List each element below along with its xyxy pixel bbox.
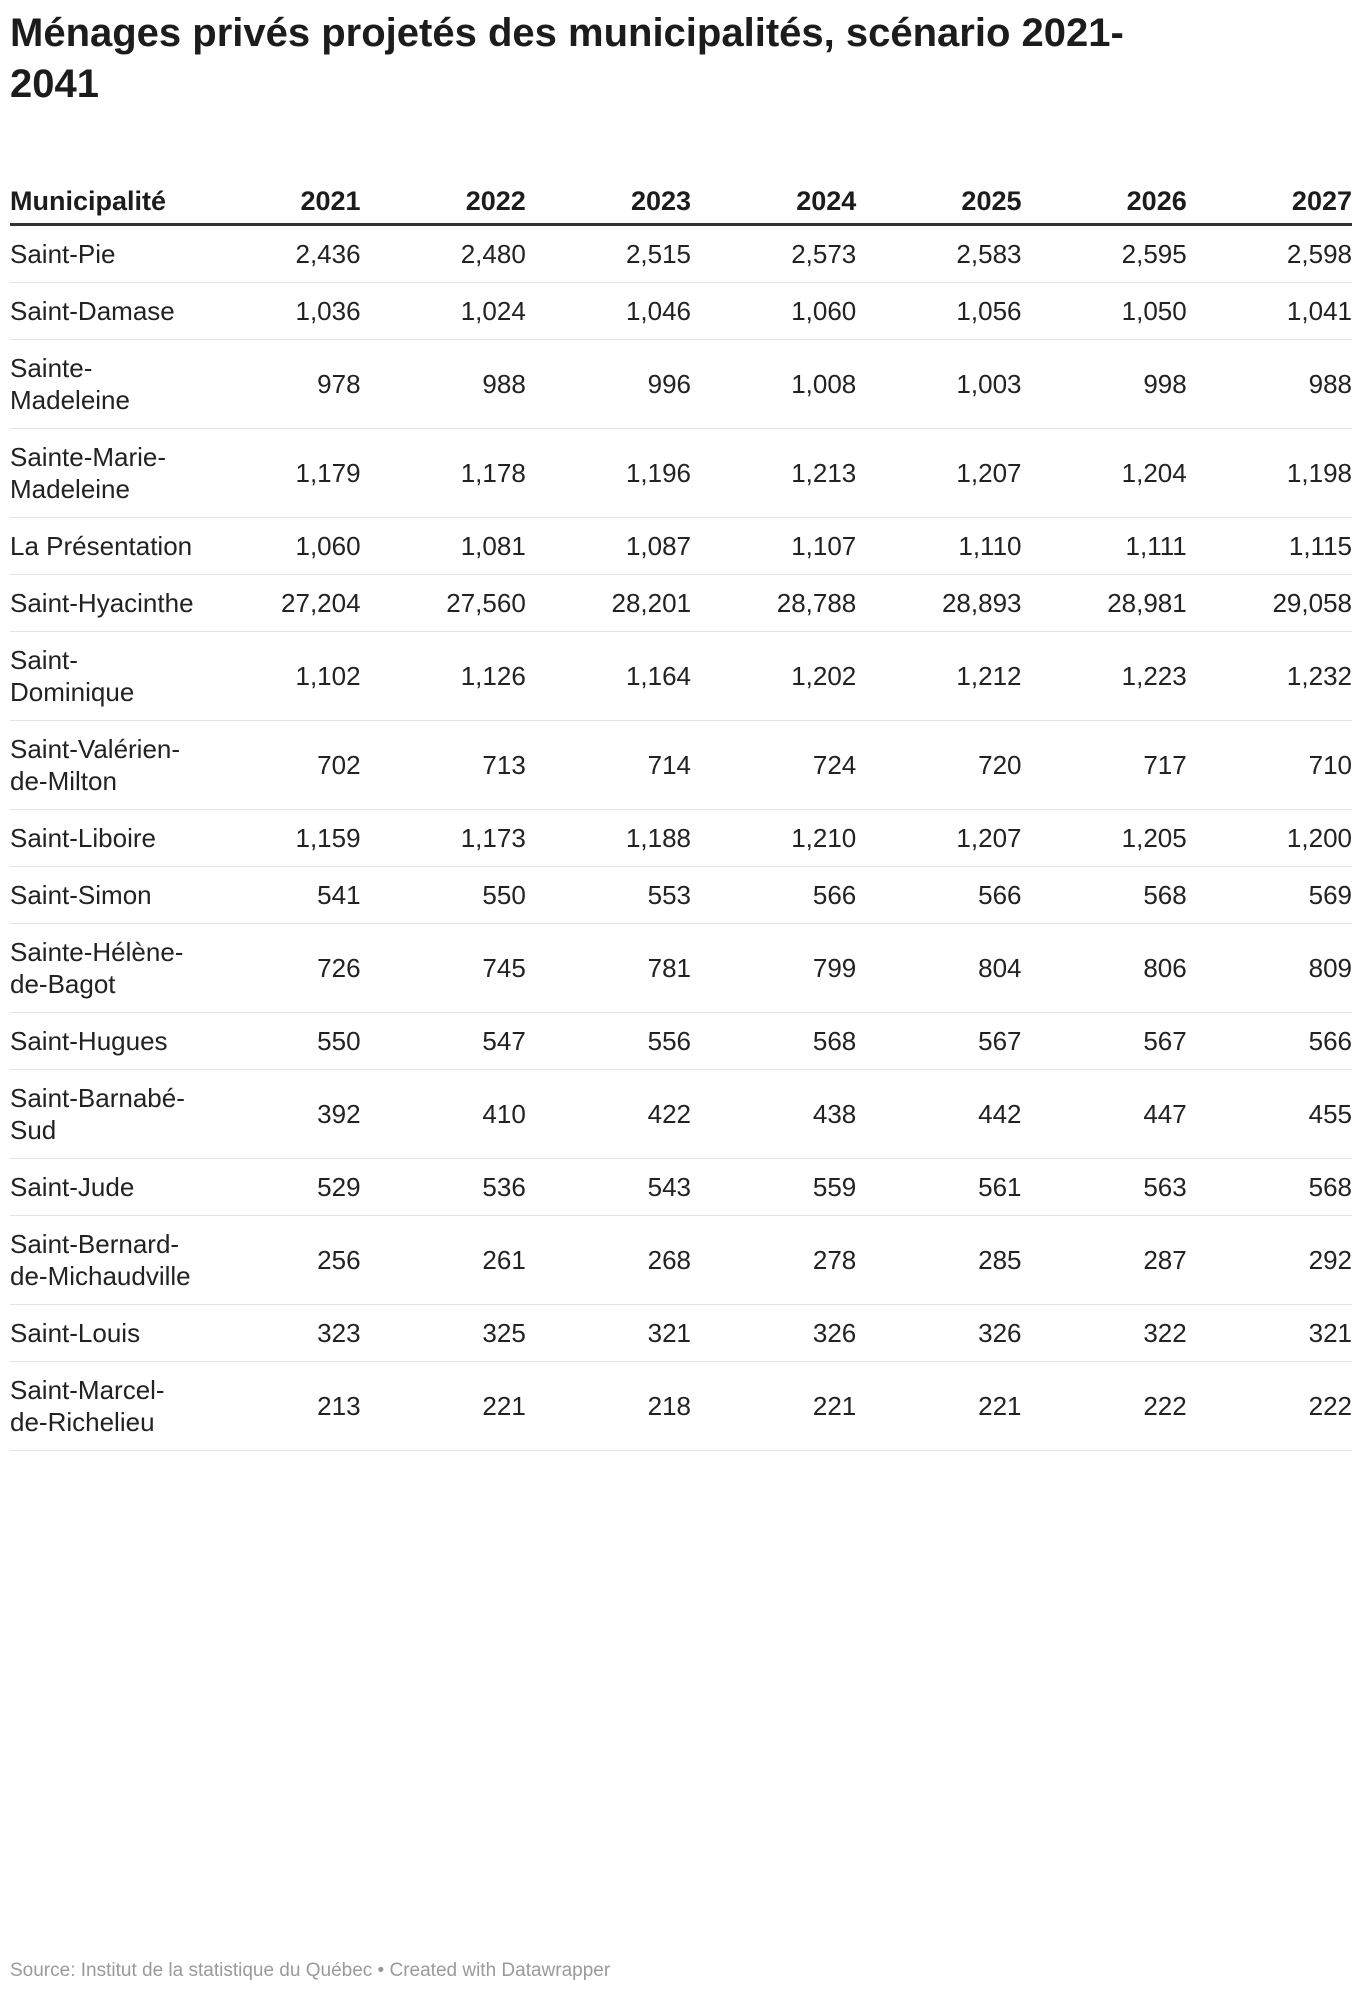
value-cell-2027: 566: [1187, 1013, 1352, 1070]
municipality-name-cell: Saint-Dominique: [10, 632, 195, 721]
value-cell-2025: 804: [856, 924, 1021, 1013]
table-row: [10, 810, 1352, 867]
value-cell-2022: 1,126: [361, 632, 526, 721]
value-cell-2024: 1,213: [691, 429, 856, 518]
value-cell-2027: 569: [1187, 867, 1352, 924]
value-cell-2026: 1,205: [1022, 810, 1187, 867]
municipality-name-cell: Saint-Simon: [10, 867, 195, 924]
value-cell-2025: 566: [856, 867, 1021, 924]
value-cell-2023: 556: [526, 1013, 691, 1070]
value-cell-2026: 322: [1022, 1305, 1187, 1362]
table-row: [10, 1070, 1352, 1159]
value-cell-2022: 261: [361, 1216, 526, 1305]
value-cell-2026: 998: [1022, 340, 1187, 429]
value-cell-2022: 547: [361, 1013, 526, 1070]
table-row: [10, 632, 1352, 721]
value-cell-2021: 1,036: [195, 283, 360, 340]
column-header-municipalite: Municipalité: [10, 150, 195, 225]
value-cell-2021: 702: [195, 721, 360, 810]
value-cell-2025: 442: [856, 1070, 1021, 1159]
value-cell-2027: 988: [1187, 340, 1352, 429]
value-cell-2027: 292: [1187, 1216, 1352, 1305]
value-cell-2023: 553: [526, 867, 691, 924]
value-cell-2024: 568: [691, 1013, 856, 1070]
value-cell-2026: 1,050: [1022, 283, 1187, 340]
value-cell-2021: 2,436: [195, 225, 360, 283]
value-cell-2022: 1,178: [361, 429, 526, 518]
value-cell-2021: 213: [195, 1362, 360, 1451]
table-body: [10, 225, 1352, 1451]
value-cell-2027: 455: [1187, 1070, 1352, 1159]
table-row: [10, 924, 1352, 1013]
value-cell-2025: 561: [856, 1159, 1021, 1216]
table-row: [10, 1159, 1352, 1216]
value-cell-2025: 567: [856, 1013, 1021, 1070]
column-header-2024: 2024: [691, 150, 856, 225]
municipality-name-cell: Saint-Damase: [10, 283, 195, 340]
value-cell-2023: 543: [526, 1159, 691, 1216]
municipality-name-cell: Saint-Marcel-de-Richelieu: [10, 1362, 195, 1451]
value-cell-2023: 1,196: [526, 429, 691, 518]
municipality-name-cell: Saint-Louis: [10, 1305, 195, 1362]
value-cell-2027: 1,198: [1187, 429, 1352, 518]
value-cell-2026: 563: [1022, 1159, 1187, 1216]
value-cell-2026: 287: [1022, 1216, 1187, 1305]
value-cell-2021: 323: [195, 1305, 360, 1362]
value-cell-2021: 1,060: [195, 518, 360, 575]
municipality-name-cell: Saint-Hugues: [10, 1013, 195, 1070]
value-cell-2022: 988: [361, 340, 526, 429]
value-cell-2025: 720: [856, 721, 1021, 810]
value-cell-2021: 1,179: [195, 429, 360, 518]
value-cell-2027: 568: [1187, 1159, 1352, 1216]
value-cell-2024: 2,573: [691, 225, 856, 283]
value-cell-2023: 1,164: [526, 632, 691, 721]
value-cell-2023: 321: [526, 1305, 691, 1362]
value-cell-2027: 2,598: [1187, 225, 1352, 283]
value-cell-2025: 1,110: [856, 518, 1021, 575]
table-row: [10, 1362, 1352, 1451]
value-cell-2024: 221: [691, 1362, 856, 1451]
value-cell-2024: 28,788: [691, 575, 856, 632]
value-cell-2022: 325: [361, 1305, 526, 1362]
value-cell-2026: 806: [1022, 924, 1187, 1013]
municipality-name-cell: Saint-Bernard-de-Michaudville: [10, 1216, 195, 1305]
value-cell-2023: 218: [526, 1362, 691, 1451]
value-cell-2022: 2,480: [361, 225, 526, 283]
value-cell-2026: 28,981: [1022, 575, 1187, 632]
value-cell-2024: 724: [691, 721, 856, 810]
data-table-viewport[interactable]: [0, 150, 1352, 1910]
value-cell-2022: 221: [361, 1362, 526, 1451]
table-row: [10, 1216, 1352, 1305]
column-header-2022: 2022: [361, 150, 526, 225]
value-cell-2021: 541: [195, 867, 360, 924]
value-cell-2025: 2,583: [856, 225, 1021, 283]
value-cell-2024: 1,060: [691, 283, 856, 340]
value-cell-2026: 717: [1022, 721, 1187, 810]
value-cell-2024: 326: [691, 1305, 856, 1362]
table-row: [10, 518, 1352, 575]
value-cell-2027: 809: [1187, 924, 1352, 1013]
value-cell-2021: 1,159: [195, 810, 360, 867]
table-row: [10, 283, 1352, 340]
value-cell-2022: 1,173: [361, 810, 526, 867]
value-cell-2025: 285: [856, 1216, 1021, 1305]
value-cell-2024: 278: [691, 1216, 856, 1305]
value-cell-2021: 27,204: [195, 575, 360, 632]
value-cell-2022: 713: [361, 721, 526, 810]
municipality-name-cell: Saint-Valérien-de-Milton: [10, 721, 195, 810]
value-cell-2023: 781: [526, 924, 691, 1013]
municipality-name-cell: Saint-Hyacinthe: [10, 575, 195, 632]
value-cell-2024: 799: [691, 924, 856, 1013]
table-header-row: [10, 150, 1352, 225]
source-note: Source: Institut de la statistique du Québec • Created with Datawrapper: [10, 1960, 611, 1981]
table-row: [10, 1013, 1352, 1070]
table-row: [10, 429, 1352, 518]
value-cell-2022: 745: [361, 924, 526, 1013]
value-cell-2021: 550: [195, 1013, 360, 1070]
value-cell-2025: 28,893: [856, 575, 1021, 632]
municipality-name-cell: Saint-Barnabé-Sud: [10, 1070, 195, 1159]
value-cell-2021: 256: [195, 1216, 360, 1305]
value-cell-2023: 996: [526, 340, 691, 429]
value-cell-2026: 1,204: [1022, 429, 1187, 518]
value-cell-2022: 536: [361, 1159, 526, 1216]
municipality-name-cell: Saint-Jude: [10, 1159, 195, 1216]
column-header-2026: 2026: [1022, 150, 1187, 225]
value-cell-2025: 1,207: [856, 429, 1021, 518]
value-cell-2027: 1,041: [1187, 283, 1352, 340]
column-header-2027: 2027: [1187, 150, 1352, 225]
value-cell-2023: 1,046: [526, 283, 691, 340]
value-cell-2023: 1,087: [526, 518, 691, 575]
value-cell-2024: 438: [691, 1070, 856, 1159]
municipality-name-cell: Sainte-Madeleine: [10, 340, 195, 429]
value-cell-2022: 1,024: [361, 283, 526, 340]
value-cell-2023: 28,201: [526, 575, 691, 632]
value-cell-2024: 566: [691, 867, 856, 924]
value-cell-2027: 29,058: [1187, 575, 1352, 632]
value-cell-2023: 268: [526, 1216, 691, 1305]
value-cell-2025: 326: [856, 1305, 1021, 1362]
value-cell-2027: 321: [1187, 1305, 1352, 1362]
column-header-2025: 2025: [856, 150, 1021, 225]
value-cell-2024: 1,008: [691, 340, 856, 429]
value-cell-2027: 1,232: [1187, 632, 1352, 721]
table-row: [10, 225, 1352, 283]
municipality-name-cell: La Présentation: [10, 518, 195, 575]
municipality-name-cell: Sainte-Hélène-de-Bagot: [10, 924, 195, 1013]
value-cell-2022: 410: [361, 1070, 526, 1159]
value-cell-2025: 1,212: [856, 632, 1021, 721]
table-row: [10, 721, 1352, 810]
value-cell-2025: 1,056: [856, 283, 1021, 340]
value-cell-2023: 422: [526, 1070, 691, 1159]
value-cell-2024: 1,107: [691, 518, 856, 575]
value-cell-2027: 710: [1187, 721, 1352, 810]
value-cell-2026: 447: [1022, 1070, 1187, 1159]
value-cell-2023: 2,515: [526, 225, 691, 283]
value-cell-2021: 529: [195, 1159, 360, 1216]
value-cell-2022: 550: [361, 867, 526, 924]
value-cell-2022: 27,560: [361, 575, 526, 632]
data-table: [10, 150, 1352, 1451]
municipality-name-cell: Sainte-Marie-Madeleine: [10, 429, 195, 518]
value-cell-2024: 1,202: [691, 632, 856, 721]
table-row: [10, 340, 1352, 429]
value-cell-2026: 568: [1022, 867, 1187, 924]
value-cell-2022: 1,081: [361, 518, 526, 575]
municipality-name-cell: Saint-Liboire: [10, 810, 195, 867]
value-cell-2026: 567: [1022, 1013, 1187, 1070]
value-cell-2021: 978: [195, 340, 360, 429]
value-cell-2023: 714: [526, 721, 691, 810]
municipality-name-cell: Saint-Pie: [10, 225, 195, 283]
column-header-2021: 2021: [195, 150, 360, 225]
value-cell-2024: 1,210: [691, 810, 856, 867]
value-cell-2021: 726: [195, 924, 360, 1013]
value-cell-2025: 1,207: [856, 810, 1021, 867]
value-cell-2026: 1,223: [1022, 632, 1187, 721]
value-cell-2026: 222: [1022, 1362, 1187, 1451]
value-cell-2024: 559: [691, 1159, 856, 1216]
value-cell-2025: 221: [856, 1362, 1021, 1451]
table-row: [10, 867, 1352, 924]
table-row: [10, 575, 1352, 632]
column-header-2023: 2023: [526, 150, 691, 225]
value-cell-2026: 2,595: [1022, 225, 1187, 283]
value-cell-2023: 1,188: [526, 810, 691, 867]
value-cell-2021: 1,102: [195, 632, 360, 721]
value-cell-2025: 1,003: [856, 340, 1021, 429]
chart-title: Ménages privés projetés des municipalités, scénario 2021-2041: [10, 11, 1124, 106]
value-cell-2026: 1,111: [1022, 518, 1187, 575]
value-cell-2027: 222: [1187, 1362, 1352, 1451]
value-cell-2021: 392: [195, 1070, 360, 1159]
value-cell-2027: 1,200: [1187, 810, 1352, 867]
table-row: [10, 1305, 1352, 1362]
value-cell-2027: 1,115: [1187, 518, 1352, 575]
